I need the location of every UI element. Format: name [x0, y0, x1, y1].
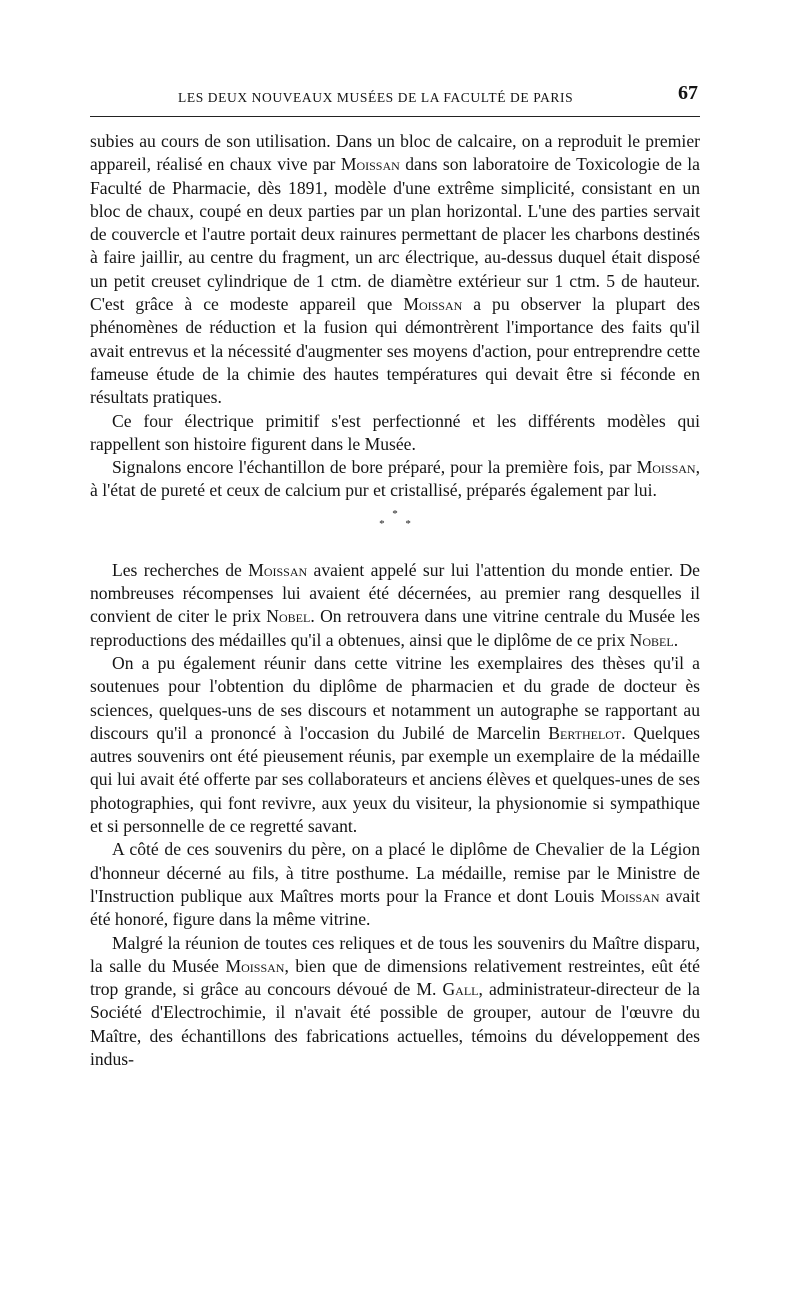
- name-nobel: Nobel: [629, 629, 674, 650]
- text-run: Ce four électrique primitif s'est perfectionné et les différents modèles qui rappellent son histoire figurent dans le Musée.: [90, 410, 700, 454]
- name-berthelot: Berthelot: [548, 722, 622, 743]
- name-moissan: Moissan: [340, 154, 400, 175]
- text-run: .: [673, 629, 679, 650]
- asterism-bottom: * *: [379, 517, 420, 530]
- section-asterism: [90, 503, 700, 559]
- name-moissan: Moissan: [225, 955, 285, 976]
- paragraph-3: [90, 456, 700, 503]
- text-run: A côté de ces souvenirs du père, on a placé le diplôme de Chevalier de la Légion d'honneur décerné au fils, à titre posthume. La médaille, remise par le Ministre de l'Instruction publique aux Maîtres morts pour la France et dont Louis: [90, 839, 700, 906]
- body-text: [90, 130, 700, 1071]
- name-moissan: Moissan: [403, 294, 463, 315]
- header-rule: [90, 116, 700, 117]
- text-run: , bien que de dimensions relativement restreintes, eût été trop grande, si grâce au concours dévoué de M.: [90, 955, 700, 1000]
- text-run: Signalons encore l'échantillon de bore préparé, pour la première fois, par: [112, 457, 637, 478]
- text-run: a pu observer la plupart des phénomènes de réduction et la fusion qui démontrèrent l'importance des faits qu'il avait entrevus et la nécessité d'augmenter ses moyens d'action, pour entreprendre cette fameuse étude de la chimie des hautes températures qui devait être si féconde en résultats pratiques.: [90, 294, 701, 408]
- text-run: On a pu également réunir dans cette vitrine les exemplaires des thèses qu'il a soutenues pour l'obtention du diplôme de pharmacien et du grade de docteur ès sciences, quelques-uns de ses discours et notamment un autographe se rapportant au discours qu'il a prononcé à l'occasion du Jubilé de Marcelin: [90, 652, 700, 743]
- text-run: Les recherches de: [112, 559, 249, 580]
- running-title: LES DEUX NOUVEAUX MUSÉES DE LA FACULTÉ DE PARIS: [178, 90, 574, 105]
- page-header: [90, 82, 700, 112]
- paragraph-5: [90, 652, 700, 838]
- text-run: avait été honoré, figure dans la même vitrine.: [90, 885, 700, 930]
- text-run: . Quelques autres souvenirs ont été pieusement réunis, par exemple un exemplaire de la médaille qui lui avait été offerte par ses collaborateurs et anciens élèves et quelques-unes de ses photographies, qui font revivre, aux yeux du visiteur, la physionomie si sympathique et si personnelle de ce regretté savant.: [90, 722, 700, 837]
- paragraph-1: [90, 130, 700, 410]
- name-gall: Gall: [442, 979, 479, 1000]
- name-moissan: Moissan: [600, 885, 660, 906]
- paragraph-7: [90, 932, 700, 1072]
- text-run: dans son laboratoire de Toxicologie de la Faculté de Pharmacie, dès 1891, modèle d'une extrême simplicité, consistant en un bloc de chaux, coupé en deux parties par un plan horizontal. L'une des parties servait de couvercle et l'autre portait deux rainures permettant de placer les charbons destinés à faire jaillir, au centre du fragment, un arc électrique, au-dessus duquel était disposé un petit creuset cylindrique de 1 ctm. de diamètre extérieur sur 1 ctm. 5 de hauteur. C'est grâce à ce modeste appareil que: [90, 154, 700, 315]
- text-run: Malgré la réunion de toutes ces reliques et de tous les souvenirs du Maître disparu, la salle du Musée: [90, 932, 700, 976]
- page-number: 67: [678, 82, 698, 104]
- name-nobel: Nobel: [266, 606, 311, 627]
- text-run: avaient appelé sur lui l'attention du monde entier. De nombreuses récompenses lui avaient été décernées, au premier rang desquelles il convient de citer le prix: [90, 559, 700, 627]
- text-run: . On retrouvera dans une vitrine centrale du Musée les reproductions des médailles qu'il a obtenues, ainsi que le diplôme de ce prix: [90, 606, 700, 650]
- name-moissan: Moissan: [636, 457, 696, 478]
- asterism-top: *: [392, 507, 398, 520]
- text-run: , à l'état de pureté et ceux de calcium pur et cristallisé, préparés également par lui.: [90, 457, 700, 501]
- paragraph-4: [90, 559, 700, 652]
- paragraph-6: [90, 838, 700, 931]
- text-run: , administrateur-directeur de la Société d'Electrochimie, il n'avait été possible de grouper, autour de l'œuvre du Maître, des échantillons des fabrications actuelles, témoins du développement des indus-: [90, 979, 700, 1069]
- name-moissan: Moissan: [248, 559, 308, 580]
- text-run: subies au cours de son utilisation. Dans un bloc de calcaire, on a reproduit le premier appareil, réalisé en chaux vive par: [90, 131, 700, 175]
- paragraph-2: [90, 410, 700, 457]
